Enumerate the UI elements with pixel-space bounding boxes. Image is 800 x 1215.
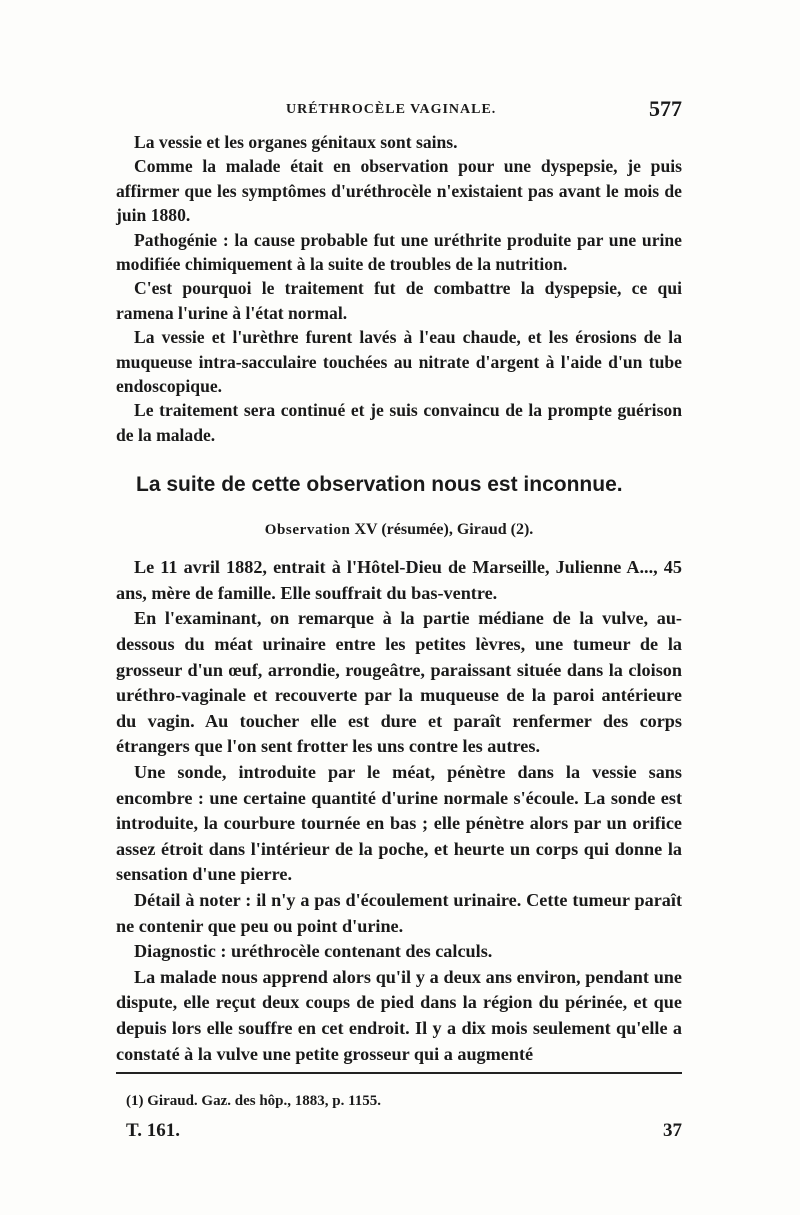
paragraph-guerison: Le traitement sera continué et je suis convaincu de la prompte guérison de la malade. xyxy=(116,400,682,445)
paragraph-vessie: La vessie et les organes génitaux sont sains. xyxy=(134,132,458,152)
paragraph-detail: Détail à noter : il n'y a pas d'écoulement urinaire. Cette tumeur paraît ne contenir que peu ou point d'urine. xyxy=(116,890,682,936)
paragraph-admission: Le 11 avril 1882, entrait à l'Hôtel-Dieu de Marseille, Julienne A..., 45 ans, mère de famille. Elle souffrait du bas-ventre. xyxy=(116,557,682,603)
observation-label: Observation xyxy=(264,522,351,539)
paragraph-dyspepsie: Comme la malade était en observation pour une dyspepsie, je puis affirmer que les symptômes d'uréthrocèle n'existaient pas avant le mois de juin 1880. xyxy=(116,156,682,226)
paragraph-traitement-dyspepsie: C'est pourquoi le traitement fut de combattre la dyspepsie, ce qui ramena l'urine à l'état normal. xyxy=(116,278,682,323)
body-text xyxy=(116,130,682,1067)
running-head xyxy=(116,96,682,130)
observation-heading xyxy=(116,521,682,539)
paragraph-diagnostic: Diagnostic : uréthrocèle contenant des calculs. xyxy=(134,941,493,962)
paragraph-sonde: Une sonde, introduite par le méat, pénètre dans la vessie sans encombre : une certaine quantité d'urine normale s'écoule. La sonde est introduite, la courbure tournée en bas ; elle pénètre alors par un orifice assez étroit dans l'intérieur de la poche, et heurte un corps qui donne la sensation d'une pierre. xyxy=(116,762,682,885)
paragraph-examination: En l'examinant, on remarque à la partie médiane de la vulve, au-dessous du méat urinaire entre les petites lèvres, une tumeur de la grosseur d'un œuf, arrondie, rougeâtre, paraissant située dans la cloison uréthro-vaginale et recouverte par la muqueuse de la paroi antérieure du vagin. Au toucher elle est dure et paraît renfermer des corps étrangers que l'on sent frotter les uns contre les autres. xyxy=(116,608,682,757)
running-head-title: URÉTHROCÈLE VAGINALE. xyxy=(286,102,497,117)
paragraph-history: La malade nous apprend alors qu'il y a deux ans environ, pendant une dispute, elle reçut deux coups de pied dans la région du périnée, et que depuis lors elle souffre en cet endroit. Il y a dix mois seulement qu'elle a constaté à la vulve une petite grosseur qui a augmenté xyxy=(116,966,682,1064)
unknown-continuation-note: La suite de cette observation nous est inconnue. xyxy=(136,473,623,497)
paragraph-pathogenie: Pathogénie : la cause probable fut une uréthrite produite par une urine modifiée chimiquement à la suite de troubles de la nutrition. xyxy=(116,229,682,275)
footnote: (1) Giraud. Gaz. des hôp., 1883, p. 1155. xyxy=(126,1093,382,1109)
footnote-divider xyxy=(116,1072,682,1074)
paragraph-lavage: La vessie et l'urèthre furent lavés à l'eau chaude, et les érosions de la muqueuse intra-sacculaire touchées au nitrate d'argent à l'aide d'un tube endoscopique. xyxy=(116,327,682,397)
sheet-number: 37 xyxy=(663,1120,682,1141)
signature-mark: T. 161. xyxy=(126,1120,181,1141)
observation-title: XV (résumée), Giraud (2). xyxy=(354,521,534,539)
page-number: 577 xyxy=(649,96,682,121)
